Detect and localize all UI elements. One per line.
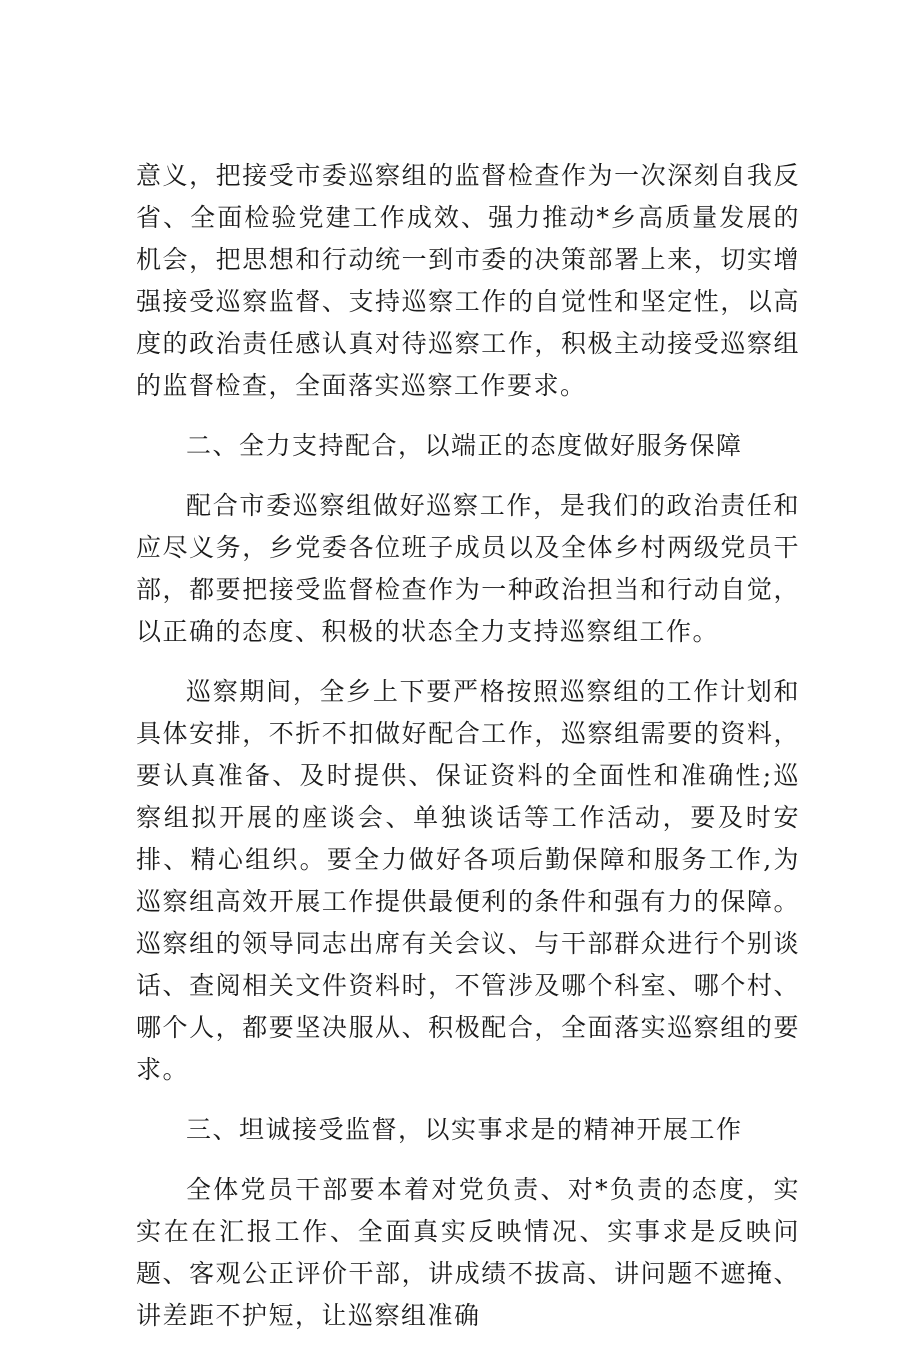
paragraph: 配合市委巡察组做好巡察工作，是我们的政治责任和应尽义务，乡党委各位班子成员以及全体乡村两级党员干部，都要把接受监督检查作为一种政治担当和行动自觉，以正确的态度、积极的状态全力支持巡察组工作。 [136, 491, 800, 646]
paragraph: 全体党员干部要本着对党负责、对*负责的态度，实实在在汇报工作、全面真实反映情况、实事求是反映问题、客观公正评价干部，讲成绩不拔高、讲问题不遮掩、讲差距不护短，让巡察组准确 [136, 1175, 800, 1330]
paragraph: 巡察期间，全乡上下要严格按照巡察组的工作计划和具体安排，不折不扣做好配合工作，巡察组需要的资料，要认真准备、及时提供、保证资料的全面性和准确性;巡察组拟开展的座谈会、单独谈话等工作活动，要及时安排、精心组织。要全力做好各项后勤保障和服务工作,为巡察组高效开展工作提供最便利的条件和强有力的保障。巡察组的领导同志出席有关会议、与干部群众进行个别谈话、查阅相关文件资料时，不管涉及哪个科室、哪个村、哪个人，都要坚决服从、积极配合，全面落实巡察组的要求。 [136, 677, 800, 1084]
paragraph-continuation: 意义，把接受市委巡察组的监督检查作为一次深刻自我反省、全面检验党建工作成效、强力推动*乡高质量发展的机会，把思想和行动统一到市委的决策部署上来，切实增强接受巡察监督、支持巡察工作的自觉性和坚定性，以高度的政治责任感认真对待巡察工作，积极主动接受巡察组的监督检查，全面落实巡察工作要求。 [136, 161, 800, 400]
document-body [136, 155, 800, 1355]
section-heading-2: 二、全力支持配合，以端正的态度做好服务保障 [186, 431, 743, 460]
section-heading-3: 三、坦诚接受监督，以实事求是的精神开展工作 [186, 1115, 743, 1144]
